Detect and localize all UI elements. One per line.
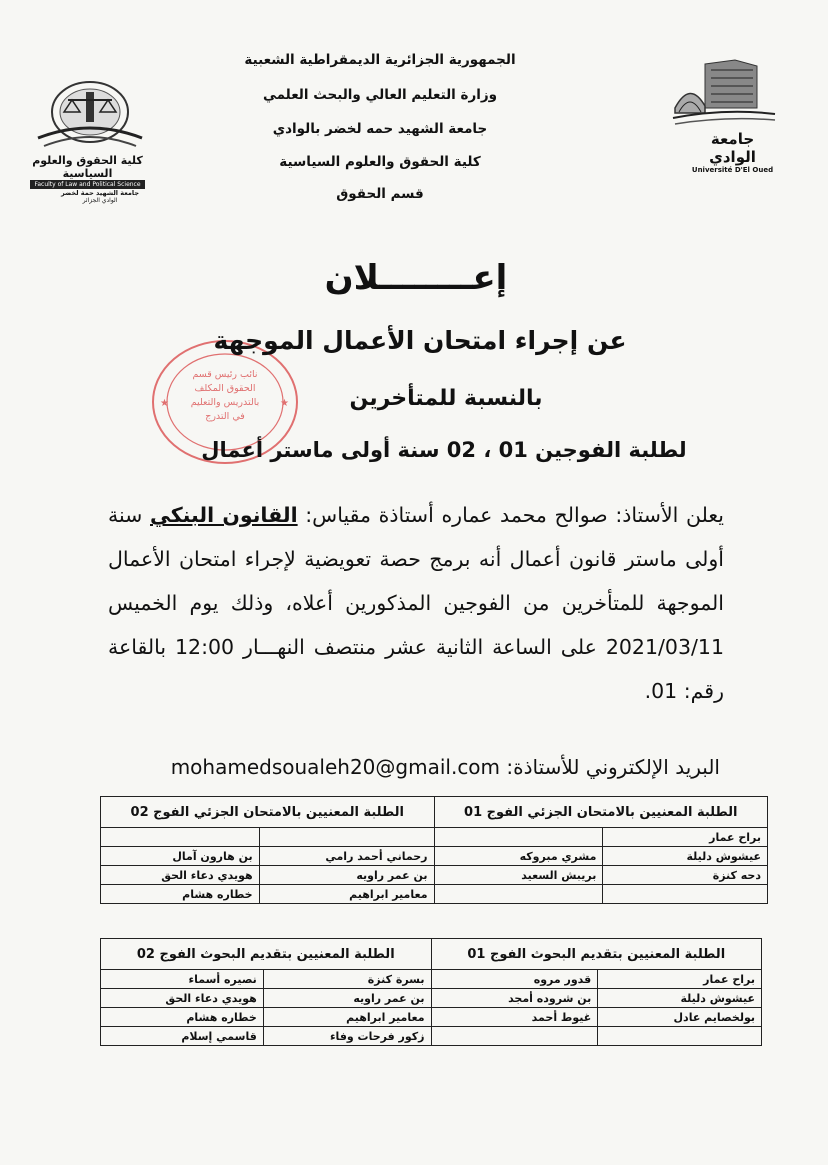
exam-students-table <box>100 796 768 904</box>
table-cell: معامير ابراهيم <box>259 885 434 904</box>
faculty-logo <box>30 78 145 204</box>
header-republic: الجمهورية الجزائرية الديمقراطية الشعبية <box>244 52 516 68</box>
table-cell <box>259 828 434 847</box>
stamp-line-1: نائب رئيس قسم <box>192 369 258 380</box>
email-label: البريد الإلكتروني للأستاذة: <box>500 755 720 779</box>
university-caption-fr: Université D'El Oued <box>691 166 774 174</box>
announcement-groups: لطلبة الفوجين 01 ، 02 سنة أولى ماستر أعمال <box>201 438 687 462</box>
table-cell: قدور مروه <box>431 970 598 989</box>
research-students-table <box>100 938 762 1046</box>
table-cell: هويدي دعاء الحق <box>101 866 260 885</box>
table-cell: بولخصايم عادل <box>598 1008 762 1027</box>
table-cell: براح عمار <box>603 828 768 847</box>
table-cell <box>598 1027 762 1046</box>
university-logo <box>665 58 780 174</box>
table-row <box>101 1008 762 1027</box>
email-address: mohamedsoualeh20@gmail.com <box>170 755 501 779</box>
faculty-caption-ar: كلية الحقوق والعلوم السياسية <box>32 154 143 180</box>
announcement-subtitle-late: بالنسبة للمتأخرين <box>349 386 543 411</box>
table-cell: هويدي دعاء الحق <box>101 989 264 1008</box>
table-cell: قاسمي إسلام <box>101 1027 264 1046</box>
table2-header-group2: الطلبة المعنيين بتقديم البحوث الفوج 02 <box>101 939 432 970</box>
table1-header-group2: الطلبة المعنيين بالامتحان الجزئي الفوج 02 <box>101 797 435 828</box>
table1-body <box>101 828 768 904</box>
svg-text:★: ★ <box>160 398 169 409</box>
table-cell: زكور فرحات وفاء <box>263 1027 431 1046</box>
header-ministry: وزارة التعليم العالي والبحث العلمي <box>262 87 498 103</box>
header-faculty: كلية الحقوق والعلوم السياسية <box>279 154 481 170</box>
table-cell: مشري مبروكه <box>434 847 603 866</box>
body-subject: القانون البنكي <box>150 503 298 527</box>
header-university: جامعة الشهيد حمه لخضر بالوادي <box>272 121 488 137</box>
table-cell: معامير ابراهيم <box>263 1008 431 1027</box>
table-cell: غيوط أحمد <box>431 1008 598 1027</box>
table-cell: نصيره أسماء <box>101 970 264 989</box>
table-cell <box>101 828 260 847</box>
table-cell: عيشوش دليلة <box>603 847 768 866</box>
stamp-line-3: بالتدريس والتعليم <box>190 397 260 408</box>
table-cell: بن عمر راويه <box>259 866 434 885</box>
header-department: قسم الحقوق <box>336 186 424 202</box>
table-row <box>101 1027 762 1046</box>
faculty-caption-ar3: الوادي الجزائر <box>82 197 118 204</box>
table-row <box>101 866 768 885</box>
table-cell: دحه كنزة <box>603 866 768 885</box>
table-cell: بسرة كنزة <box>263 970 431 989</box>
table1-header-group1: الطلبة المعنيين بالامتحان الجزئي الفوج 01 <box>434 797 767 828</box>
announcement-subtitle: عن إجراء امتحان الأعمال الموجهة <box>213 326 627 355</box>
body-rest: سنة أولى ماستر قانون أعمال أنه برمج حصة تعويضية لإجراء امتحان الأعمال الموجهة للمتأخرين من الفوجين المذكورين أعلاه، وذلك يوم الخميس 2021/03/11 على الساعة الثانية عشر منتصف النهـــار 12:00 بالقاعة رقم: 01. <box>108 503 724 703</box>
table-cell: خطاره هشام <box>101 1008 264 1027</box>
announcement-title: إعــــــــلان <box>324 258 508 298</box>
table-cell: براح عمار <box>598 970 762 989</box>
announcement-body <box>108 493 724 713</box>
table-cell: بريبش السعيد <box>434 866 603 885</box>
table-row <box>101 847 768 866</box>
table-row <box>101 989 762 1008</box>
table-cell: بن هارون آمال <box>101 847 260 866</box>
table-cell: عيشوش دليلة <box>598 989 762 1008</box>
faculty-caption-ar2: جامعة الشهيد حمة لخضر <box>60 189 140 197</box>
body-intro: يعلن الأستاذ: صوالح محمد عماره أستاذة مقياس: <box>297 503 725 527</box>
stamp-line-2: الحقوق المكلف <box>194 383 256 394</box>
university-caption-ar: جامعة الوادي <box>709 130 756 166</box>
table-cell: بن شروده أمجد <box>431 989 598 1008</box>
email-line <box>130 755 720 779</box>
table-cell <box>434 828 603 847</box>
table-cell <box>603 885 768 904</box>
svg-text:★: ★ <box>280 398 289 409</box>
table-cell: بن عمر راويه <box>263 989 431 1008</box>
table-cell: خطاره هشام <box>101 885 260 904</box>
table2-header-group1: الطلبة المعنيين بتقديم البحوث الفوج 01 <box>431 939 761 970</box>
table-cell <box>431 1027 598 1046</box>
stamp-line-4: في التدرج <box>205 411 245 422</box>
table-row <box>101 885 768 904</box>
table-row <box>101 828 768 847</box>
table-cell <box>434 885 603 904</box>
faculty-caption-en: Faculty of Law and Political Science <box>30 180 145 189</box>
table2-body <box>101 970 762 1046</box>
table-cell: رحماني أحمد رامي <box>259 847 434 866</box>
table-row <box>101 970 762 989</box>
